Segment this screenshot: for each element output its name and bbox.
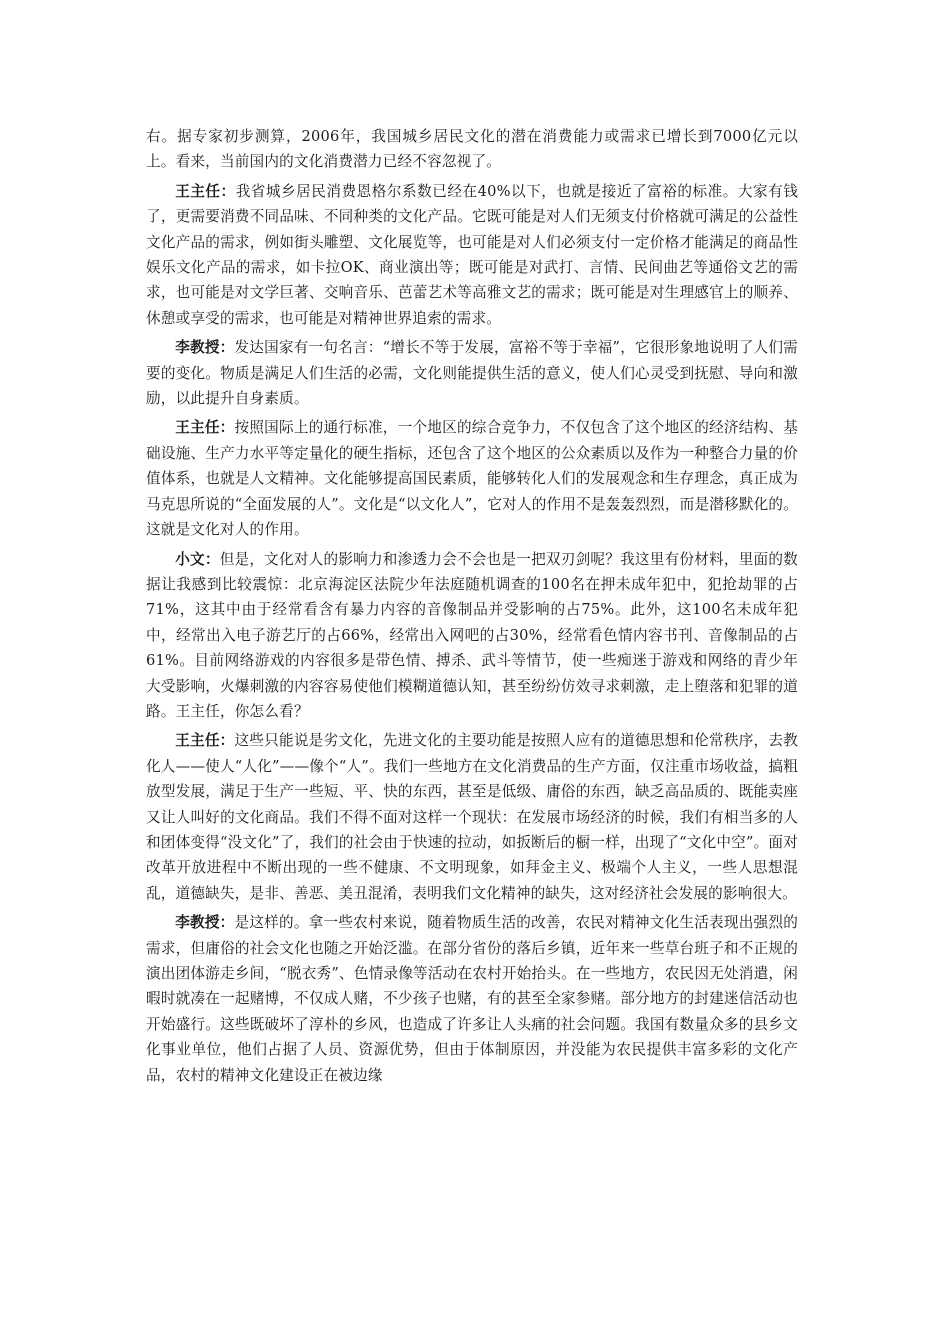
paragraph-xiaowen-1 <box>146 547 798 725</box>
paragraph-intro-continuation <box>146 124 798 175</box>
paragraph-text: 右。据专家初步测算，2006年，我国城乡居民文化的潜在消费能力或需求已增长到7000亿元以上。看来，当前国内的文化消费潜力已经不容忽视了。 <box>146 128 798 171</box>
paragraph-text: 发达国家有一句名言：“增长不等于发展，富裕不等于幸福”，它很形象地说明了人们需要的变化。物质是满足人们生活的必需，文化则能提供生活的意义，使人们心灵受到抚慰、导向和激励，以此提升自身素质。 <box>146 339 798 408</box>
paragraph-li-1 <box>146 335 798 411</box>
paragraph-li-2 <box>146 910 798 1088</box>
speaker-label: 小文： <box>175 550 220 568</box>
speaker-label: 李教授： <box>175 914 235 932</box>
speaker-label: 王主任： <box>175 419 235 437</box>
paragraph-text: 这些只能说是劣文化，先进文化的主要功能是按照人应有的道德思想和伦常秩序，去教化人——使人“人化”——像个“人”。我们一些地方在文化消费品的生产方面，仅注重市场收益，搞粗放型发展，满足于生产一些短、平、快的东西，甚至是低级、庸俗的东西，缺乏高品质的、既能卖座又让人叫好的文化商品。我们不得不面对这样一个现状：在发展市场经济的时候，我们有相当多的人和团体变得“没文化”了，我们的社会由于快速的拉动，如扳断后的橱一样，出现了“文化中空”。面对改革开放进程中不断出现的一些不健康、不文明现象，如拜金主义、极端个人主义，一些人思想混乱，道德缺失，是非、善恶、美丑混淆，表明我们文化精神的缺失，这对经济社会发展的影响很大。 <box>146 732 798 902</box>
speaker-label: 王主任： <box>175 732 235 750</box>
paragraph-wang-1 <box>146 179 798 331</box>
paragraph-wang-3 <box>146 728 798 906</box>
paragraph-text: 但是，文化对人的影响力和渗透力会不会也是一把双刃剑呢？我这里有份材料，里面的数据让我感到比较震惊：北京海淀区法院少年法庭随机调查的100名在押未成年犯中，犯抢劫罪的占71%，这其中由于经常看含有暴力内容的音像制品并受影响的占75%。此外，这100名未成年犯中，经常出入电子游艺厅的占66%，经常出入网吧的占30%，经常看色情内容书刊、音像制品的占61%。目前网络游戏的内容很多是带色情、搏杀、武斗等情节，使一些痴迷于游戏和网络的青少年大受影响，火爆刺激的内容容易使他们模糊道德认知，甚至纷纷仿效寻求刺激，走上堕落和犯罪的道路。王主任，你怎么看？ <box>146 550 798 720</box>
speaker-label: 王主任： <box>175 182 236 200</box>
paragraph-wang-2 <box>146 415 798 542</box>
speaker-label: 李教授： <box>175 339 235 357</box>
document-page <box>146 124 798 1092</box>
paragraph-text: 是这样的。拿一些农村来说，随着物质生活的改善，农民对精神文化生活表现出强烈的需求，但庸俗的社会文化也随之开始泛滥。在部分省份的落后乡镇，近年来一些草台班子和不正规的演出团体游走乡间，“脱衣秀”、色情录像等活动在农村开始抬头。在一些地方，农民因无处消遣，闲暇时就凑在一起赌博，不仅成人赌，不少孩子也赌，有的甚至全家参赌。部分地方的封建迷信活动也开始盛行。这些既破坏了淳朴的乡风，也造成了许多让人头痛的社会问题。我国有数量众多的县乡文化事业单位，他们占据了人员、资源优势，但由于体制原因，并没能为农民提供丰富多彩的文化产品，农村的精神文化建设正在被边缘 <box>146 914 798 1084</box>
paragraph-text: 我省城乡居民消费恩格尔系数已经在40%以下，也就是接近了富裕的标准。大家有钱了，更需要消费不同品味、不同种类的文化产品。它既可能是对人们无须支付价格就可满足的公益性文化产品的需求，例如街头雕塑、文化展览等，也可能是对人们必须支付一定价格才能满足的商品性娱乐文化产品的需求，如卡拉OK、商业演出等；既可能是对武打、言情、民间曲艺等通俗文艺的需求，也可能是对文学巨著、交响音乐、芭蕾艺术等高雅文艺的需求；既可能是对生理感官上的顺养、休憩或享受的需求，也可能是对精神世界追索的需求。 <box>146 182 798 327</box>
paragraph-text: 按照国际上的通行标准，一个地区的综合竞争力，不仅包含了这个地区的经济结构、基础设施、生产力水平等定量化的硬生指标，还包含了这个地区的公众素质以及作为一种整合力量的价值体系，也就是人文精神。文化能够提高国民素质，能够转化人们的发展观念和生存理念，真正成为马克思所说的“全面发展的人”。文化是“以文化人”，它对人的作用不是轰轰烈烈，而是潜移默化的。这就是文化对人的作用。 <box>146 419 798 539</box>
